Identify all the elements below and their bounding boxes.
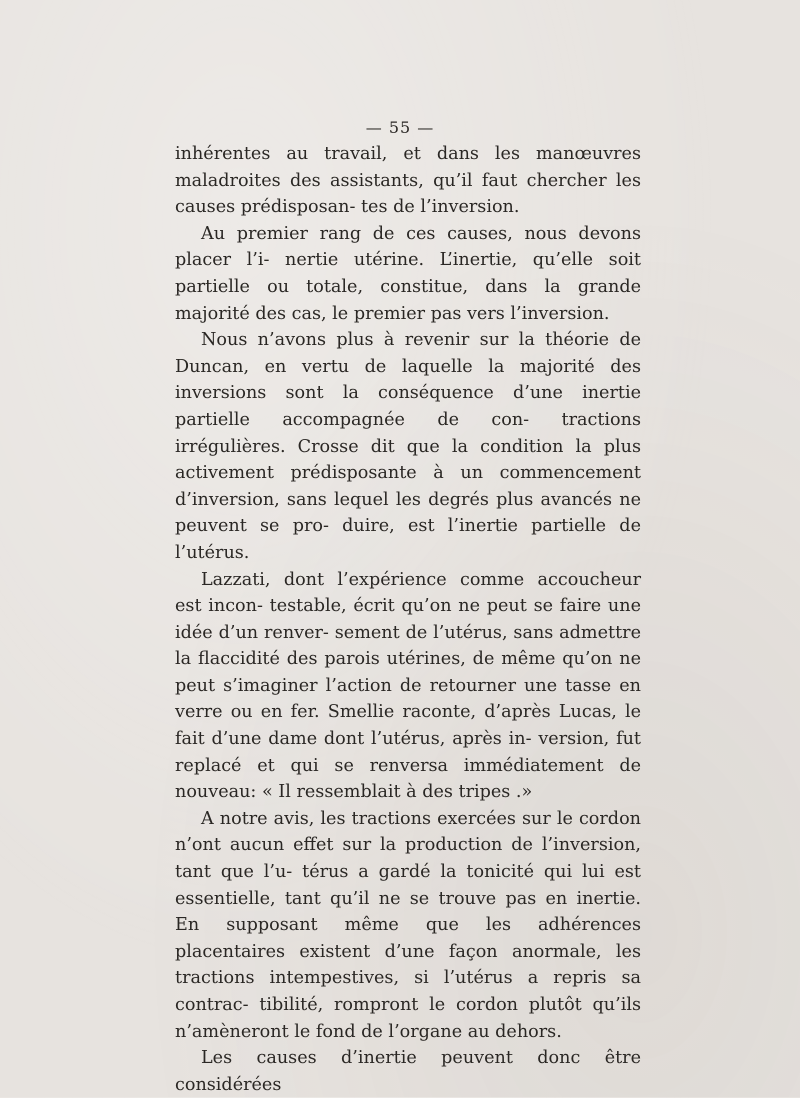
paragraph: Nous n’avons plus à revenir sur la théorie de Duncan, en vertu de laquelle la majorité des inversions sont la conséquence d’une inertie partielle accompagnée de con- tractions irrégulières. Crosse dit que la condition la plus activement prédisposante à un commencement d’inversion, sans lequel les degrés plus avancés ne peuvent se pro- duire, est l’inertie partielle de l’utérus. — [175, 330, 641, 563]
paragraph: Au premier rang de ces causes, nous devons placer l’i- nertie utérine. L’inertie, qu’elle soit partielle ou totale, constitue, dans la grande majorité des cas, le premier pas vers l’inversion. — [175, 223, 641, 324]
body-text — [175, 141, 641, 1098]
paragraph: Les causes d’inertie peuvent donc être considérées — [175, 1048, 641, 1095]
paragraph: inhérentes au travail, et dans les manœuvres maladroites des assistants, qu’il faut chercher les causes prédisposan- tes de l’inversion. — [175, 144, 641, 218]
paragraph: A notre avis, les tractions exercées sur le cordon n’ont aucun effet sur la production de l’inversion, tant que l’u- térus a gardé la tonicité qui lui est essentielle, tant qu’il ne se trouve pas en inertie. En supposant même que les adhérences placentaires existent d’une façon anormale, les tractions intempestives, si l’utérus a repris sa contrac- tibilité, rompront le cordon plutôt qu’ils n’amèneront le fond de l’organe au dehors. — [175, 808, 641, 1042]
page-number: — 55 — — [365, 118, 435, 137]
paragraph: Lazzati, dont l’expérience comme accoucheur est incon- testable, écrit qu’on ne peut se faire une idée d’un renver- sement de l’utérus, sans admettre la flaccidité des parois utérines, de même qu’on ne peut s’imaginer l’action de retourner une tasse en verre ou en fer. Smellie raconte, d’après Lucas, le fait d’une dame dont l’utérus, après in- version, fut replacé et qui se renversa immédiatement de nouveau: « Il ressemblait à des tripes .» — [175, 569, 641, 803]
